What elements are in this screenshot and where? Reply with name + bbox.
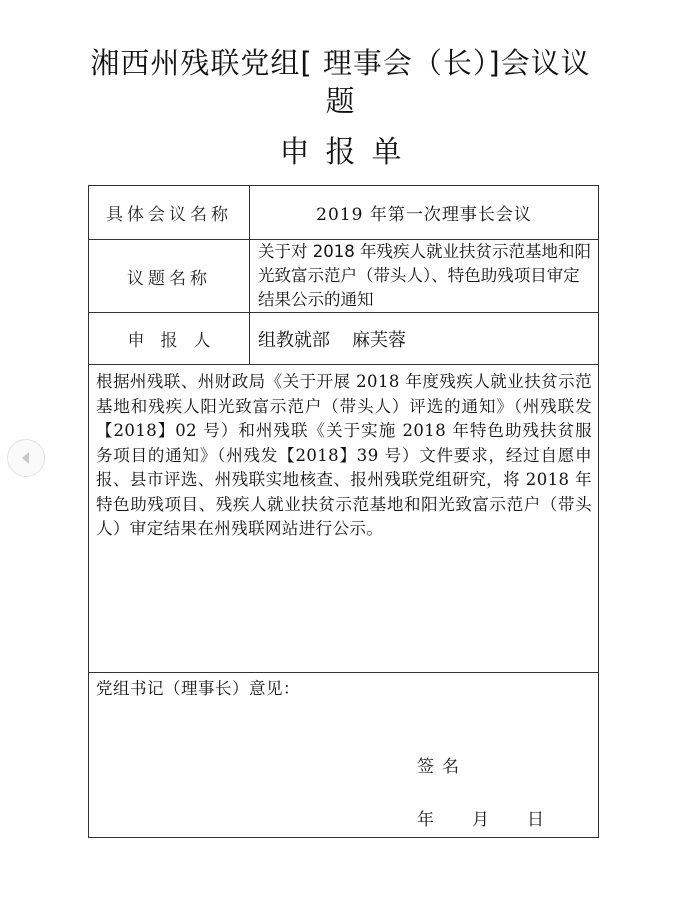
signature-label: 签名: [417, 757, 467, 777]
form-row-meeting-name: [89, 186, 598, 240]
form-row-reporter: [89, 313, 598, 365]
reporter-label: 申报人: [89, 313, 250, 364]
meeting-name-value: 2019 年第一次理事长会议: [316, 205, 532, 225]
reporter-department: 组教就部: [258, 329, 330, 351]
date-day-label: 日: [527, 810, 544, 830]
document-subtitle: 申报单: [279, 135, 418, 170]
chevron-left-icon: [19, 450, 33, 466]
previous-page-button[interactable]: [7, 439, 45, 477]
application-form-table: [88, 185, 599, 838]
form-row-topic: [89, 240, 598, 313]
reporter-value: [250, 313, 598, 364]
opinion-label: 党组书记（理事长）意见：: [96, 679, 300, 698]
document-title-line-2: 题: [325, 84, 356, 118]
form-row-content: [89, 365, 598, 673]
date-year-label: 年: [417, 810, 434, 830]
content-body-text: 根据州残联、州财政局《关于开展 2018 年度残疾人就业扶贫示范基地和残疾人阳光致富示范户（带头人）评选的通知》（州残联发【2018】02 号）和州残联《关于实施 2018 年特色助残扶贫服务项目的通知》（州残发【2018】39 号）文件要求，经过自愿申报、县市评选、州残联实地核查、报州残联党组研究，将 2018 年特色助残项目、残疾人就业扶贫示范基地和阳光致富示范户（带头人）审定结果在州残联网站进行公示。: [96, 372, 592, 538]
topic-label: 议题名称: [89, 240, 250, 312]
date-line: [417, 805, 544, 830]
form-row-opinion: [89, 673, 598, 837]
meeting-name-label: 具体会议名称: [89, 186, 250, 239]
topic-value: 关于对 2018 年残疾人就业扶贫示范基地和阳光致富示范户（带头人）、特色助残项目审定结果公示的通知: [258, 242, 591, 309]
reporter-name: 麻芙蓉: [352, 329, 406, 351]
date-month-label: 月: [472, 810, 489, 830]
document-title-line-1: 湘西州残联党组[ 理事会（长）]会议议: [90, 46, 591, 80]
